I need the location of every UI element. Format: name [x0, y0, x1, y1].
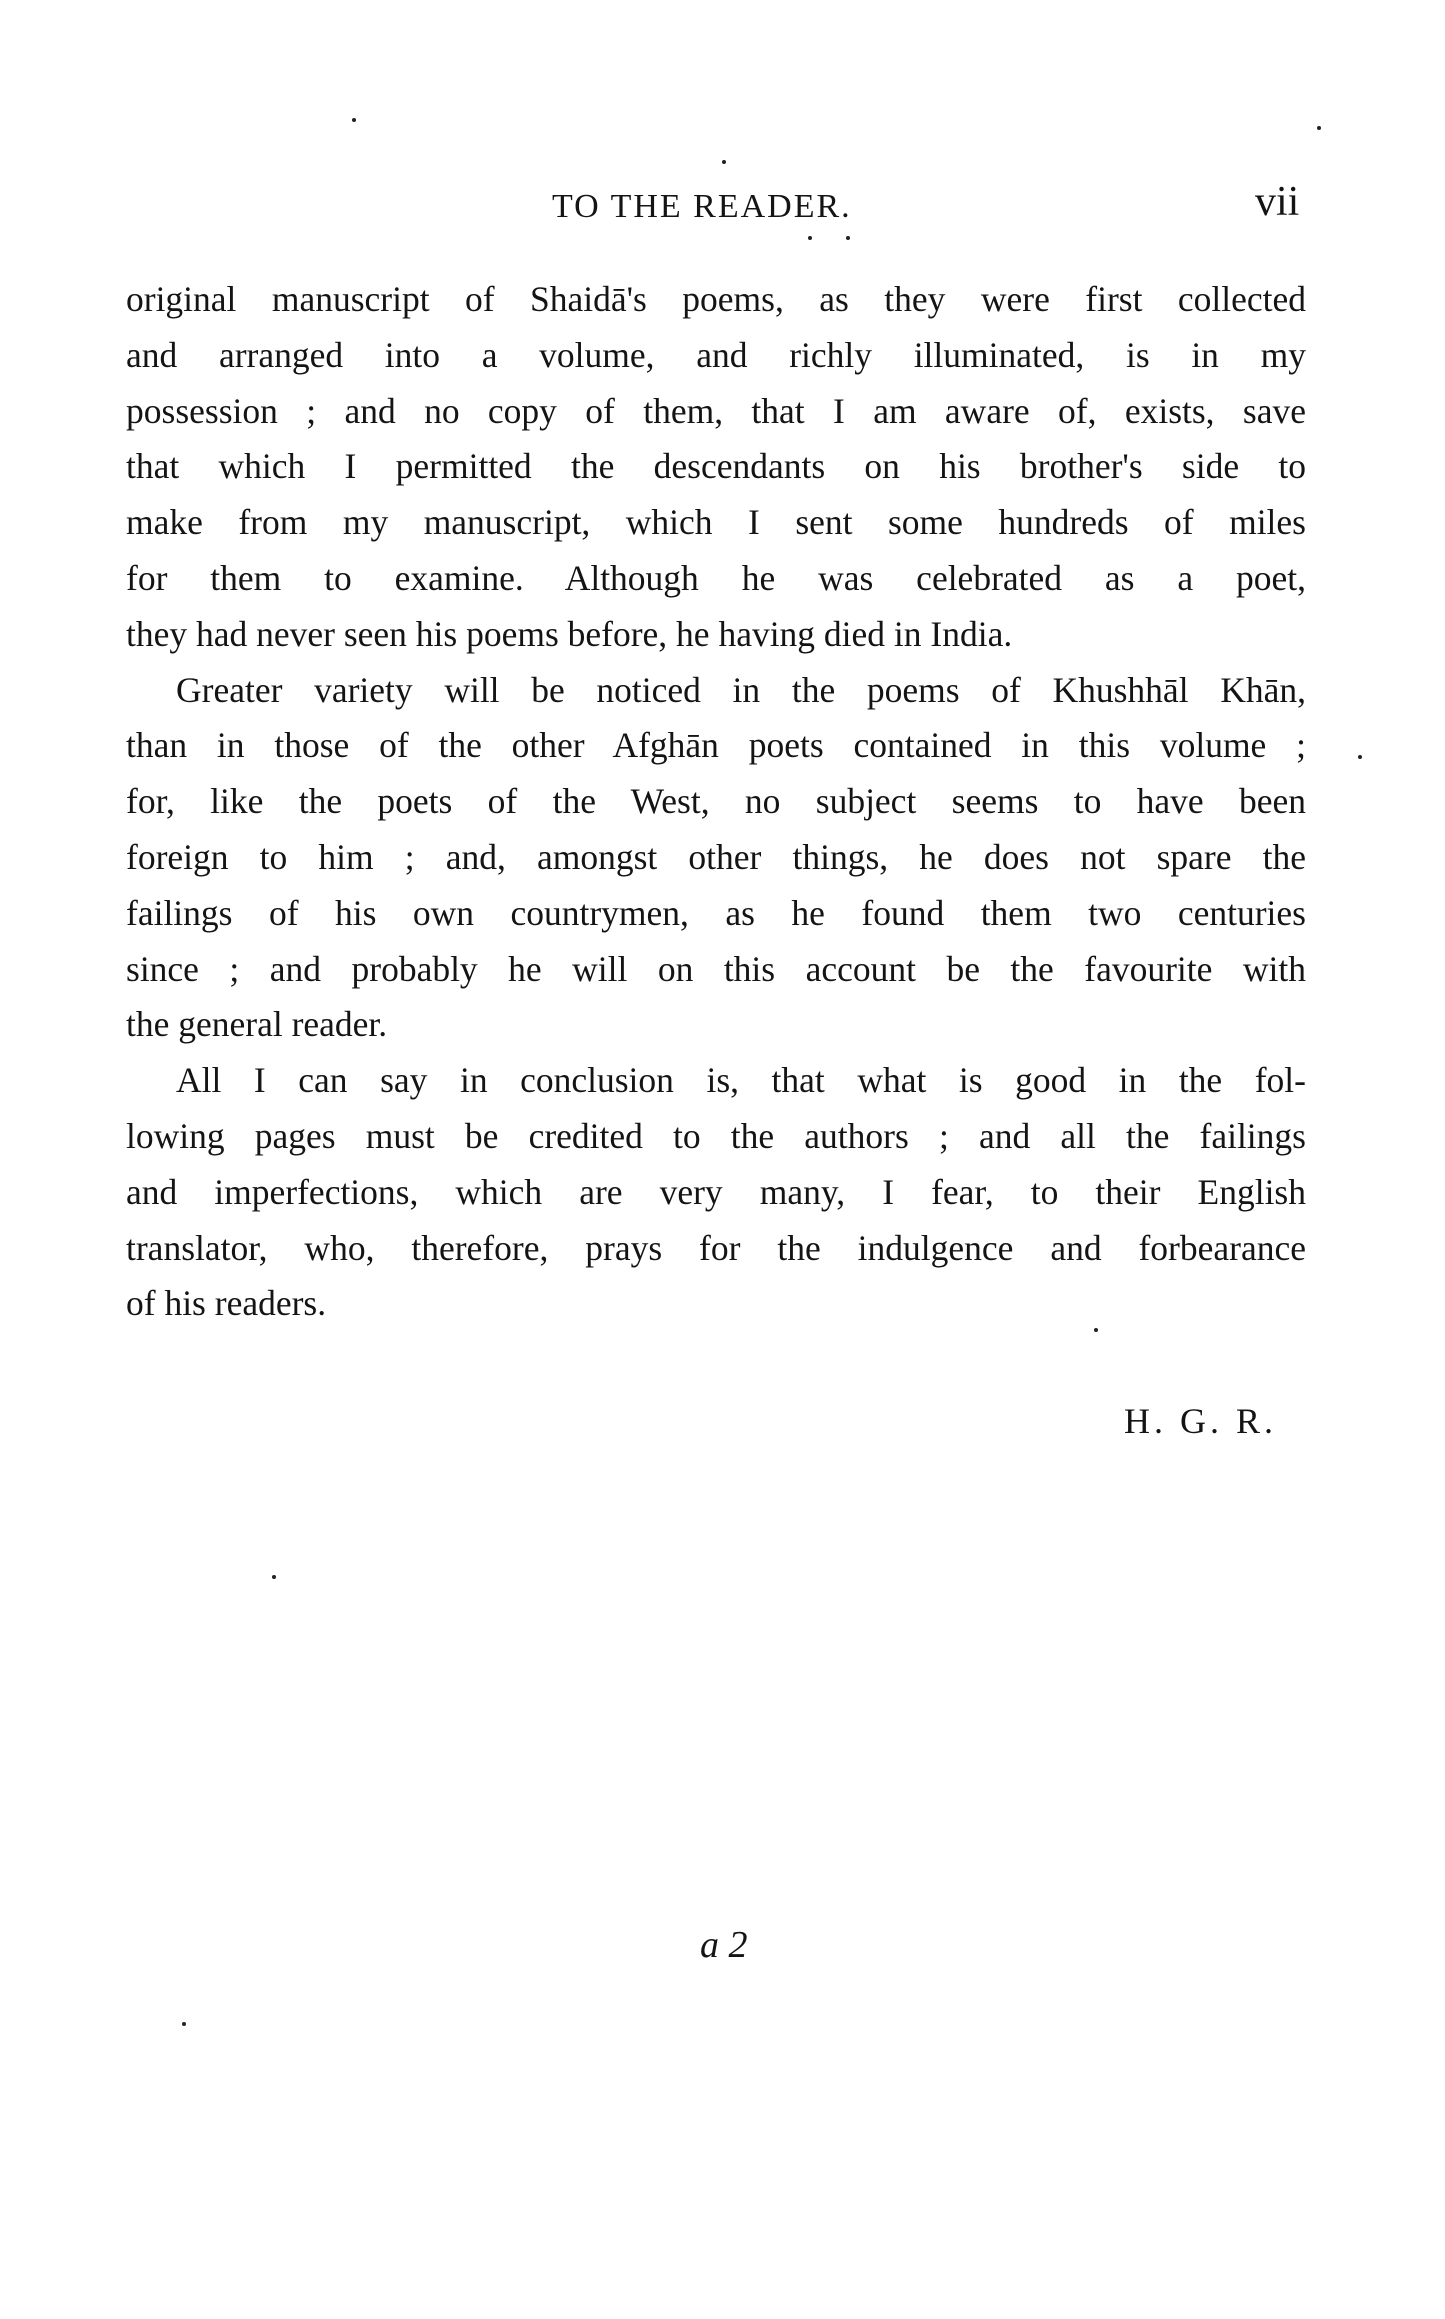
text-line: original manuscript of Shaidā's poems, as they were first collected	[126, 279, 1306, 319]
text-line: lowing pages must be credited to the authors ; and all the failings	[126, 1115, 1306, 1156]
print-speck	[1094, 1328, 1098, 1332]
print-speck	[808, 236, 812, 240]
body-text	[126, 272, 1306, 1332]
print-speck	[352, 118, 356, 122]
paragraph-1	[126, 272, 1306, 663]
running-head	[0, 178, 1445, 238]
print-speck	[1358, 755, 1362, 759]
text-line: the general reader.	[126, 1004, 388, 1045]
text-line: since ; and probably he will on this account be the favourite with	[126, 948, 1306, 989]
text-line: and arranged into a volume, and richly illuminated, is in my	[126, 334, 1306, 375]
text-line: than in those of the other Afghān poets contained in this volume ;	[126, 725, 1306, 766]
text-line: of his readers.	[126, 1283, 327, 1324]
paragraph-3	[126, 1053, 1306, 1332]
text-line: foreign to him ; and, amongst other things, he does not spare the	[126, 836, 1306, 877]
paragraph-2	[126, 663, 1306, 1054]
text-line: All I can say in conclusion is, that what is good in the fol-	[176, 1060, 1306, 1101]
signature-mark: a 2	[700, 1924, 748, 1966]
print-speck	[182, 2022, 186, 2026]
author-initials: H. G. R.	[1124, 1401, 1278, 1441]
text-line: Greater variety will be noticed in the poems of Khushhāl Khān,	[176, 669, 1306, 710]
print-speck	[722, 160, 726, 164]
text-line: that which I permitted the descendants on his brother's side to	[126, 446, 1306, 487]
text-line: for, like the poets of the West, no subject seems to have been	[126, 781, 1306, 822]
print-speck	[1317, 126, 1321, 130]
text-line: they had never seen his poems before, he having died in India.	[126, 613, 1013, 654]
print-speck	[272, 1575, 276, 1579]
text-line: translator, who, therefore, prays for the indulgence and forbearance	[126, 1227, 1306, 1268]
page-number: vii	[1255, 179, 1300, 225]
text-line: for them to examine. Although he was celebrated as a poet,	[126, 557, 1306, 598]
running-title: TO THE READER.	[552, 188, 852, 225]
text-line: failings of his own countrymen, as he found them two centuries	[126, 892, 1306, 933]
text-line: possession ; and no copy of them, that I am aware of, exists, save	[126, 390, 1306, 431]
text-line: and imperfections, which are very many, I fear, to their English	[126, 1171, 1306, 1212]
print-speck	[846, 236, 850, 240]
text-line: make from my manuscript, which I sent some hundreds of miles	[126, 502, 1306, 543]
